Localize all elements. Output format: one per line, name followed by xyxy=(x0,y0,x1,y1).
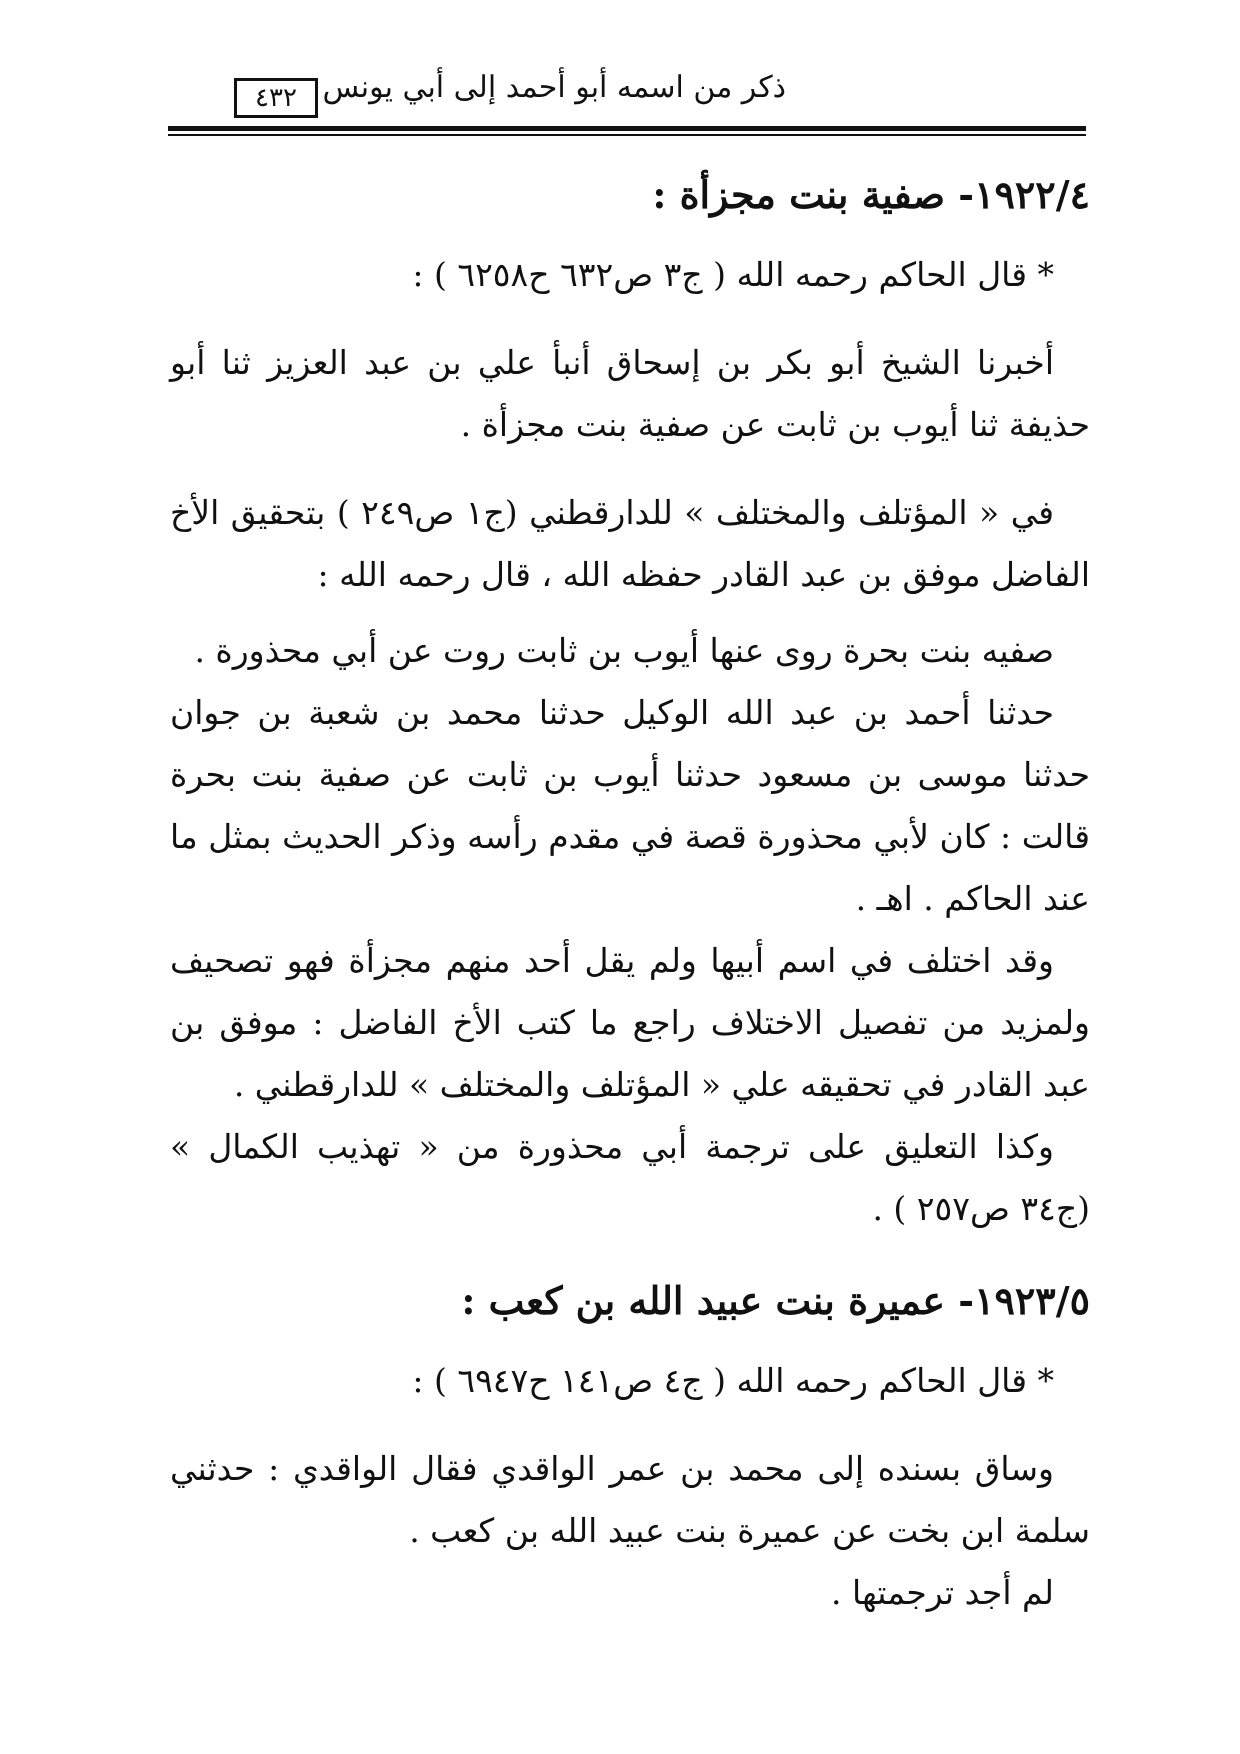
body-paragraph: وكذا التعليق على ترجمة أبي محذورة من « تهذيب الكمال » (ج٣٤ ص٢٥٧ ) . xyxy=(170,1127,1090,1228)
source-citation: * قال الحاكم رحمه الله ( ج٤ ص١٤١ ح٦٩٤٧ ) : xyxy=(412,1361,1054,1400)
body-paragraph: لم أجد ترجمتها . xyxy=(831,1573,1054,1612)
header-rule-thick xyxy=(168,126,1086,131)
body-paragraph: أخبرنا الشيخ أبو بكر بن إسحاق أنبأ علي بن عبد العزيز ثنا أبو حذيفة ثنا أيوب بن ثابت عن صفية بنت مجزأة . xyxy=(170,343,1090,444)
running-title: ذكر من اسمه أبو أحمد إلى أبي يونس xyxy=(322,70,786,105)
body-paragraph: في « المؤتلف والمختلف » للدارقطني (ج١ ص٢٤٩ ) بتحقيق الأخ الفاضل موفق بن عبد القادر حفظه الله ، قال رحمه الله : xyxy=(170,493,1090,594)
body-paragraph: وساق بسنده إلى محمد بن عمر الواقدي فقال الواقدي : حدثني سلمة ابن بخت عن عميرة بنت عبيد الله بن كعب . xyxy=(170,1449,1090,1550)
body-paragraph: وقد اختلف في اسم أبيها ولم يقل أحد منهم مجزأة فهو تصحيف ولمزيد من تفصيل الاختلاف راجع ما كتب الأخ الفاضل : موفق بن عبد القادر في تحقيقه علي « المؤتلف والمختلف » للدارقطني . xyxy=(170,941,1090,1104)
entry-heading: ١٩٢٢/٤- صفية بنت مجزأة : xyxy=(652,172,1090,217)
body-paragraph: صفيه بنت بحرة روى عنها أيوب بن ثابت روت عن أبي محذورة . xyxy=(194,631,1054,670)
source-citation: * قال الحاكم رحمه الله ( ج٣ ص٦٣٢ ح٦٢٥٨ ) : xyxy=(412,255,1054,294)
page-header xyxy=(168,50,1086,132)
body-paragraph: حدثنا أحمد بن عبد الله الوكيل حدثنا محمد بن شعبة بن جوان حدثنا موسى بن مسعود حدثنا أيوب بن ثابت عن صفية بنت بحرة قالت : كان لأبي محذورة قصة في مقدم رأسه وذكر الحديث بمثل ما عند الحاكم . اهـ . xyxy=(170,693,1090,918)
page-number: ٤٣٢ xyxy=(234,78,318,118)
page-content xyxy=(170,160,1090,1624)
entry-heading: ١٩٢٣/٥- عميرة بنت عبيد الله بن كعب : xyxy=(461,1278,1090,1323)
header-rule-thin xyxy=(168,134,1086,136)
